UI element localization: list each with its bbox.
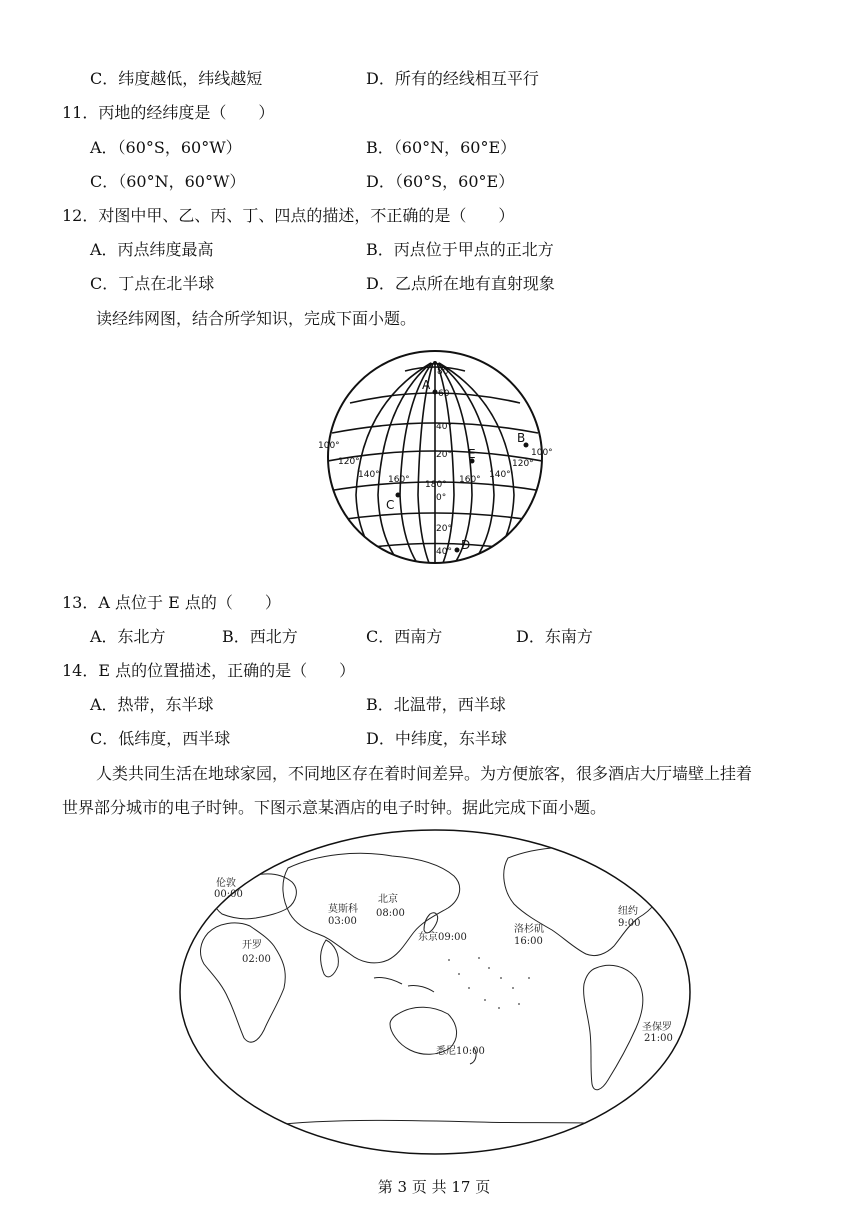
q14-option-c: C．低纬度，西半球 — [90, 729, 231, 748]
city-los-angeles-time: 16:00 — [514, 936, 543, 947]
point-c-marker — [396, 493, 401, 498]
city-new-york-name: 纽约 — [618, 906, 638, 917]
graticule-globe — [310, 345, 560, 570]
city-london-name: 伦敦 — [216, 878, 236, 889]
q11-stem: 11．丙地的经纬度是（ ） — [62, 103, 275, 122]
intro-time-zone-line2: 世界部分城市的电子时钟。下图示意某酒店的电子时钟。据此完成下面小题。 — [62, 798, 607, 817]
q12-option-d: D．乙点所在地有直射现象 — [366, 274, 555, 293]
q13-option-a: A．东北方 — [90, 627, 166, 646]
city-london-time: 00:00 — [214, 889, 243, 900]
city-sydney: 悉尼10:00 — [436, 1046, 485, 1057]
q13-option-b: B．西北方 — [222, 627, 298, 646]
lon-label-w140: 140° — [358, 470, 380, 480]
lat-label-60: 60 — [438, 389, 450, 399]
city-tokyo: 东京09:00 — [418, 932, 467, 943]
point-c-label: C — [386, 498, 395, 512]
q12-stem: 12．对图中甲、乙、丙、丁、四点的描述，不正确的是（ ） — [62, 206, 515, 225]
lon-label-w160: 160° — [388, 475, 410, 485]
q11-option-b: B．（60°N，60°E） — [366, 138, 517, 157]
q12-option-b: B．丙点位于甲点的正北方 — [366, 240, 554, 259]
page-footer: 第 3 页 共 17 页 — [377, 1178, 491, 1196]
q14-option-b: B．北温带，西半球 — [366, 695, 506, 714]
city-sao-paulo-time: 21:00 — [644, 1033, 673, 1044]
lat-label-0: 0° — [436, 493, 447, 503]
intro-time-zone-line1: 人类共同生活在地球家园，不同地区存在着时间差异。为方便旅客，很多酒店大厅墙壁上挂着 — [96, 764, 753, 783]
q10-option-c: C．纬度越低，纬线越短 — [90, 69, 263, 88]
greenland-outline — [604, 832, 649, 858]
q11-option-d: D．（60°S，60°E） — [366, 172, 515, 191]
q10-option-d: D．所有的经线相互平行 — [366, 69, 539, 88]
lat-label-80: 80 — [437, 367, 449, 377]
city-new-york-time: 9:00 — [618, 918, 641, 929]
city-los-angeles-name: 洛杉矶 — [514, 924, 544, 935]
point-e-label: E — [468, 447, 476, 461]
q14-stem: 14．E 点的位置描述，正确的是（ ） — [62, 661, 356, 680]
q12-option-a: A．丙点纬度最高 — [90, 240, 214, 259]
point-a-label: A — [422, 378, 431, 392]
city-cairo-name: 开罗 — [242, 940, 262, 951]
city-cairo-time: 02:00 — [242, 954, 271, 965]
lon-label-180: 180° — [425, 480, 447, 490]
lon-label-e100: 100° — [531, 448, 553, 458]
q14-option-a: A．热带，东半球 — [90, 695, 214, 714]
lon-label-w120: 120° — [338, 457, 360, 467]
lat-label-40n: 40° — [436, 422, 452, 432]
city-beijing-time: 08:00 — [376, 908, 405, 919]
q11-option-c: C．（60°N，60°W） — [90, 172, 246, 191]
q12-option-c: C．丁点在北半球 — [90, 274, 215, 293]
lat-label-40s: 40° — [436, 547, 452, 557]
lon-label-w100: 100° — [318, 441, 340, 451]
city-sao-paulo-name: 圣保罗 — [642, 1022, 672, 1033]
q13-option-c: C．西南方 — [366, 627, 443, 646]
lon-label-e120: 120° — [512, 459, 534, 469]
point-a-marker — [433, 390, 438, 395]
city-moscow-time: 03:00 — [328, 916, 357, 927]
map-outline — [180, 830, 690, 1154]
point-b-label: B — [517, 431, 526, 445]
q14-option-d: D．中纬度，东半球 — [366, 729, 507, 748]
lat-label-20n: 20° — [436, 450, 452, 460]
city-beijing-name: 北京 — [378, 894, 398, 905]
pole-marker — [433, 361, 437, 365]
lon-label-e140: 140° — [489, 470, 511, 480]
city-moscow-name: 莫斯科 — [328, 904, 358, 915]
q13-stem: 13．A 点位于 E 点的（ ） — [62, 593, 281, 612]
point-d-label: D — [461, 538, 471, 552]
lon-label-e160: 160° — [459, 475, 481, 485]
intro-graticule: 读经纬网图，结合所学知识，完成下面小题。 — [96, 309, 417, 328]
q13-option-d: D．东南方 — [516, 627, 593, 646]
point-d-marker — [455, 548, 460, 553]
q11-option-a: A．（60°S，60°W） — [90, 138, 242, 157]
lat-label-20s: 20° — [436, 524, 452, 534]
world-time-map — [178, 828, 692, 1160]
